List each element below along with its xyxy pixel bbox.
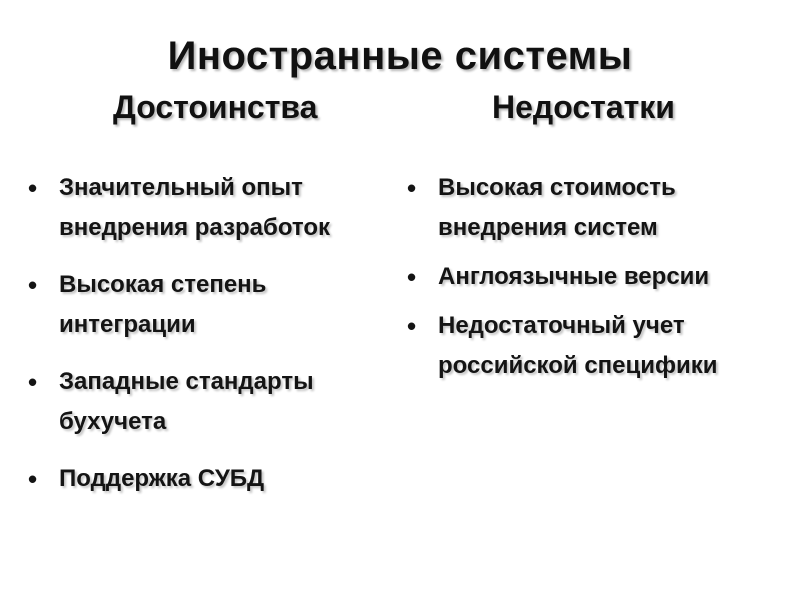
disadvantage-text: Англоязычные версии — [438, 263, 710, 290]
advantages-list — [28, 168, 398, 516]
disadvantage-text: Высокая стоимость внедрения систем — [438, 174, 676, 241]
bullet-icon: • — [407, 173, 417, 203]
advantage-text: Высокая степень интеграции — [59, 271, 267, 338]
disadvantages-list — [407, 168, 787, 395]
list-item — [28, 362, 398, 442]
advantage-text: Поддержка СУБД — [59, 465, 265, 492]
list-item — [407, 257, 787, 297]
disadvantages-heading: Недостатки — [492, 89, 675, 125]
bullet-icon: • — [407, 311, 417, 341]
list-item — [28, 459, 398, 499]
bullet-icon: • — [28, 464, 38, 494]
advantage-text: Западные стандарты бухучета — [59, 368, 314, 435]
advantages-heading: Достоинства — [113, 89, 318, 125]
advantage-text: Значительный опыт внедрения разработок — [59, 174, 330, 241]
bullet-icon: • — [28, 367, 38, 397]
bullet-icon: • — [407, 262, 417, 292]
bullet-icon: • — [28, 270, 38, 300]
list-item — [28, 168, 398, 248]
disadvantage-text: Недостаточный учет российской специфики — [438, 312, 718, 379]
list-item — [28, 265, 398, 345]
list-item — [407, 168, 787, 248]
list-item — [407, 306, 787, 386]
slide-title: Иностранные системы — [167, 34, 633, 78]
bullet-icon: • — [28, 173, 38, 203]
